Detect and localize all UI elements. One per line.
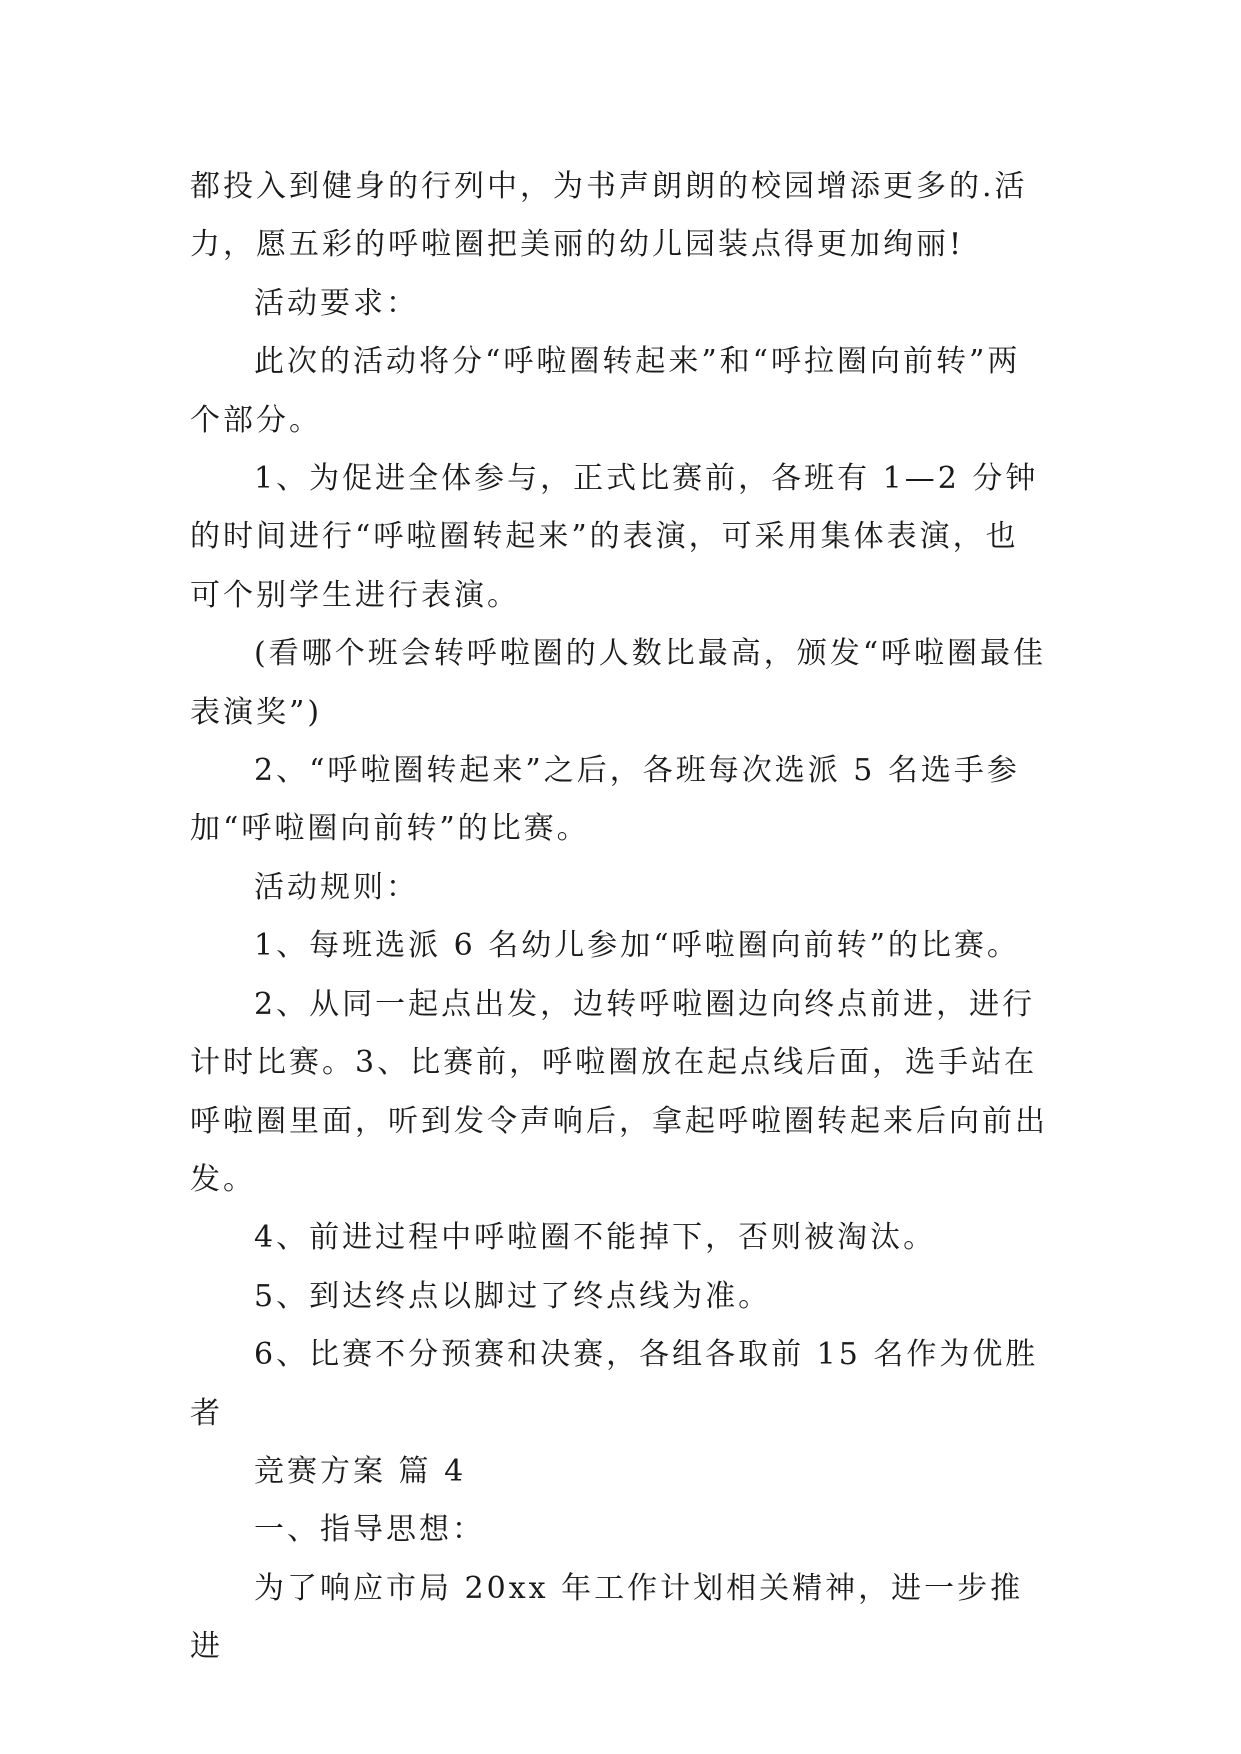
section-heading-guiding-ideology: 一、指导思想： — [254, 1512, 485, 1548]
paragraph: 都投入到健身的行列中，为书声朗朗的校园增添更多的.活力，愿五彩的呼啦圈把美丽的幼儿园装点得更加绚丽! — [190, 169, 1028, 263]
document-body — [190, 158, 1050, 1677]
list-item: 2、从同一起点出发，边转呼啦圈边向终点前进，进行计时比赛。3、比赛前，呼啦圈放在起点线后面，选手站在呼啦圈里面，听到发令声响后，拿起呼啦圈转起来后向前出发。 — [190, 986, 1048, 1197]
list-item: 4、前进过程中呼啦圈不能掉下，否则被淘汰。 — [254, 1220, 937, 1256]
list-item: 5、到达终点以脚过了终点线为准。 — [254, 1278, 772, 1314]
list-item: 6、比赛不分预赛和决赛，各组各取前 15 名作为优胜者 — [190, 1337, 1039, 1431]
paragraph: 为了响应市局 20xx 年工作计划相关精神，进一步推进 — [190, 1570, 1024, 1665]
paragraph-note: (看哪个班会转呼啦圈的人数比最高，颁发“呼啦圈最佳表演奖”) — [190, 636, 1047, 730]
section-heading-activity-rules: 活动规则： — [254, 869, 419, 905]
list-item: 1、每班选派 6 名幼儿参加“呼啦圈向前转”的比赛。 — [254, 928, 1020, 964]
section-heading-activity-requirements: 活动要求： — [254, 285, 419, 321]
list-item: 2、“呼啦圈转起来”之后，各班每次选派 5 名选手参加“呼啦圈向前转”的比赛。 — [190, 753, 1020, 847]
list-item: 1、为促进全体参与，正式比赛前，各班有 1—2 分钟的时间进行“呼啦圈转起来”的表演，可采用集体表演，也可个别学生进行表演。 — [190, 461, 1039, 613]
paragraph: 此次的活动将分“呼啦圈转起来”和“呼拉圈向前转”两个部分。 — [190, 344, 1021, 438]
section-title: 竞赛方案 篇 4 — [254, 1453, 467, 1489]
